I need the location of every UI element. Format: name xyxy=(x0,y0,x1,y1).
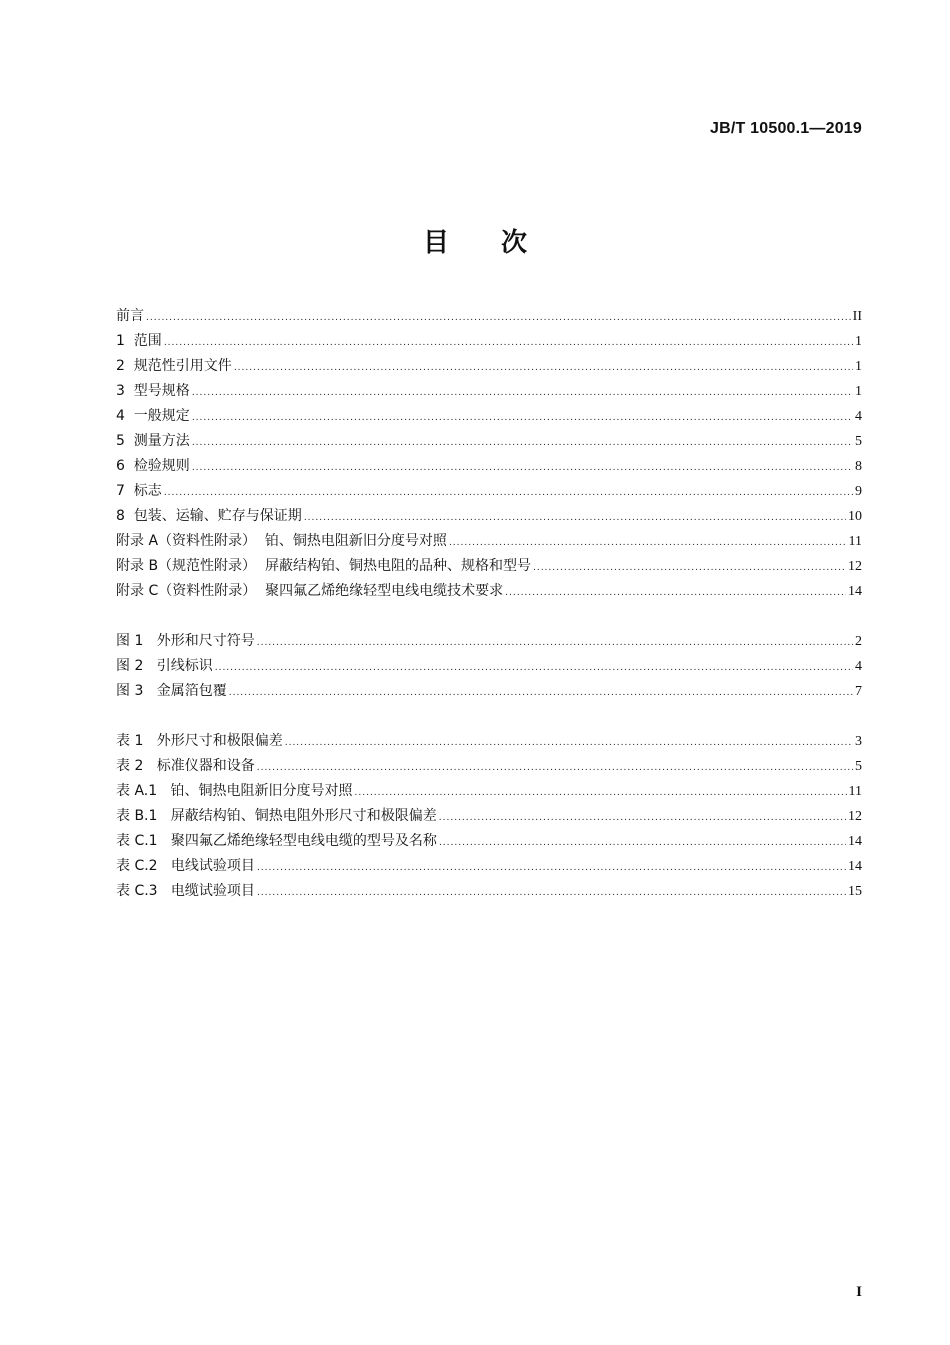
leader-dots xyxy=(192,406,853,431)
leader-dots xyxy=(164,481,853,506)
toc-entry-label: 表 B.1 屏蔽结构铂、铜热电阻外形尺寸和极限偏差 xyxy=(116,808,437,824)
title-char-2: 次 xyxy=(501,228,528,258)
toc-entry-page: 3 xyxy=(855,734,862,749)
toc-entry-annex-a[interactable] xyxy=(116,529,862,554)
leader-dots xyxy=(439,831,846,856)
toc-entry-scope[interactable] xyxy=(116,329,862,354)
toc-entry-models[interactable] xyxy=(116,379,862,404)
toc-entry-table-2[interactable] xyxy=(116,754,862,779)
toc-entry-label: 图 2 引线标识 xyxy=(116,658,213,674)
toc-tables-group xyxy=(116,729,862,904)
toc-entry-page: 15 xyxy=(848,884,862,899)
leader-dots xyxy=(533,556,846,581)
toc-entry-label: 2 规范性引用文件 xyxy=(116,358,232,374)
toc-entry-page: 9 xyxy=(855,484,862,499)
toc-entry-page: 12 xyxy=(848,559,862,574)
toc-entry-table-b1[interactable] xyxy=(116,804,862,829)
toc-entry-page: 5 xyxy=(855,759,862,774)
leader-dots xyxy=(215,656,853,681)
toc-entry-figure-2[interactable] xyxy=(116,654,862,679)
toc-entry-page: 14 xyxy=(848,584,862,599)
toc-entry-marking[interactable] xyxy=(116,479,862,504)
toc-entry-page: 14 xyxy=(848,859,862,874)
toc-entry-page: 1 xyxy=(855,359,862,374)
toc-entry-page: 8 xyxy=(855,459,862,474)
toc-entry-inspection[interactable] xyxy=(116,454,862,479)
toc-entry-page: 12 xyxy=(848,809,862,824)
toc-entry-label: 表 C.2 电线试验项目 xyxy=(116,858,255,874)
leader-dots xyxy=(257,631,853,656)
toc-entry-page: 1 xyxy=(855,384,862,399)
toc-entry-label: 附录 C（资料性附录） 聚四氟乙烯绝缘轻型电线电缆技术要求 xyxy=(116,583,504,599)
toc-entry-label: 6 检验规则 xyxy=(116,458,190,474)
toc-entry-figure-1[interactable] xyxy=(116,629,862,654)
document-code: JB/T 10500.1—2019 xyxy=(710,120,862,137)
leader-dots xyxy=(449,531,847,556)
leader-dots xyxy=(192,456,853,481)
toc-entry-foreword[interactable] xyxy=(116,304,862,329)
leader-dots xyxy=(285,731,853,756)
toc-entry-measurement[interactable] xyxy=(116,429,862,454)
toc-entry-table-c2[interactable] xyxy=(116,854,862,879)
leader-dots xyxy=(229,681,853,706)
toc-entry-label: 附录 A（资料性附录） 铂、铜热电阻新旧分度号对照 xyxy=(116,533,447,549)
toc-entry-table-a1[interactable] xyxy=(116,779,862,804)
toc-entry-normative-references[interactable] xyxy=(116,354,862,379)
toc-entry-page: 1 xyxy=(855,334,862,349)
toc-entry-table-c1[interactable] xyxy=(116,829,862,854)
toc-entry-general[interactable] xyxy=(116,404,862,429)
leader-dots xyxy=(439,806,846,831)
toc-entry-label: 表 A.1 铂、铜热电阻新旧分度号对照 xyxy=(116,783,353,799)
toc-main-group xyxy=(116,304,862,604)
leader-dots xyxy=(192,381,853,406)
leader-dots xyxy=(234,356,853,381)
toc-entry-page: 7 xyxy=(855,684,862,699)
table-of-contents xyxy=(116,304,862,904)
toc-entry-label: 8 包装、运输、贮存与保证期 xyxy=(116,508,302,524)
toc-entry-page: 11 xyxy=(848,534,862,549)
toc-entry-label: 附录 B（规范性附录） 屏蔽结构铂、铜热电阻的品种、规格和型号 xyxy=(116,558,531,574)
leader-dots xyxy=(192,431,853,456)
toc-entry-label: 表 C.1 聚四氟乙烯绝缘轻型电线电缆的型号及名称 xyxy=(116,833,437,849)
toc-entry-label: 图 3 金属箔包覆 xyxy=(116,683,227,699)
toc-entry-packaging[interactable] xyxy=(116,504,862,529)
title-char-1: 目 xyxy=(422,228,449,258)
toc-entry-page: 10 xyxy=(848,509,862,524)
toc-entry-label: 表 2 标准仪器和设备 xyxy=(116,758,255,774)
toc-entry-figure-3[interactable] xyxy=(116,679,862,704)
leader-dots xyxy=(146,306,851,331)
toc-entry-page: 5 xyxy=(855,434,862,449)
toc-figures-group xyxy=(116,629,862,704)
toc-entry-page: II xyxy=(852,309,862,324)
page-title xyxy=(0,222,950,259)
toc-entry-label: 7 标志 xyxy=(116,483,162,499)
toc-entry-page: 2 xyxy=(855,634,862,649)
leader-dots xyxy=(355,781,847,806)
leader-dots xyxy=(257,881,846,906)
toc-entry-label: 前言 xyxy=(116,308,144,324)
leader-dots xyxy=(164,331,853,356)
leader-dots xyxy=(257,756,853,781)
toc-entry-annex-c[interactable] xyxy=(116,579,862,604)
toc-entry-label: 1 范围 xyxy=(116,333,162,349)
toc-entry-table-c3[interactable] xyxy=(116,879,862,904)
toc-entry-label: 3 型号规格 xyxy=(116,383,190,399)
toc-entry-annex-b[interactable] xyxy=(116,554,862,579)
leader-dots xyxy=(257,856,846,881)
toc-entry-page: 11 xyxy=(848,784,862,799)
leader-dots xyxy=(304,506,846,531)
toc-entry-table-1[interactable] xyxy=(116,729,862,754)
toc-entry-label: 表 1 外形尺寸和极限偏差 xyxy=(116,733,283,749)
toc-entry-page: 4 xyxy=(855,409,862,424)
toc-entry-label: 5 测量方法 xyxy=(116,433,190,449)
leader-dots xyxy=(505,581,846,606)
toc-entry-label: 表 C.3 电缆试验项目 xyxy=(116,883,255,899)
page-number: I xyxy=(856,1284,862,1300)
toc-entry-label: 图 1 外形和尺寸符号 xyxy=(116,633,255,649)
toc-entry-label: 4 一般规定 xyxy=(116,408,190,424)
toc-entry-page: 4 xyxy=(855,659,862,674)
toc-entry-page: 14 xyxy=(848,834,862,849)
